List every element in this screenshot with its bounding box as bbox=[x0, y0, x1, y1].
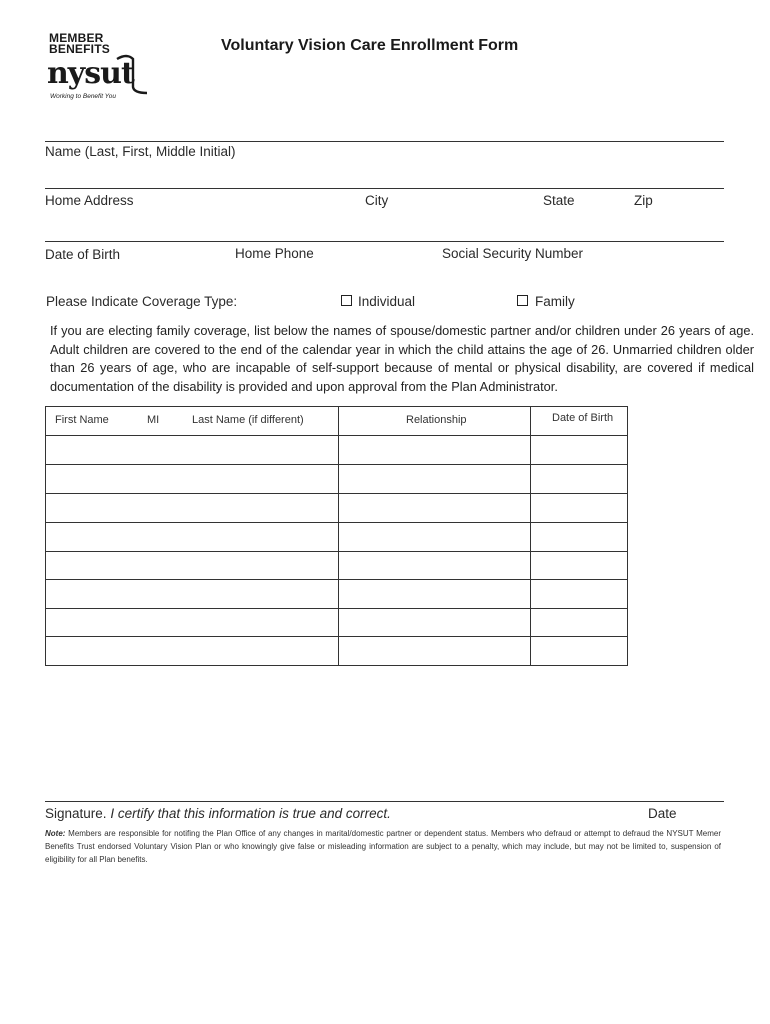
header-date-of-birth: Date of Birth bbox=[552, 412, 614, 424]
address-line bbox=[45, 188, 724, 189]
home-phone-label: Home Phone bbox=[235, 246, 314, 261]
table-row[interactable] bbox=[46, 436, 627, 464]
logo-tagline: Working to Benefit You bbox=[50, 93, 117, 100]
disclaimer-note bbox=[45, 827, 721, 866]
home-address-label: Home Address bbox=[45, 193, 134, 208]
name-line bbox=[45, 141, 724, 142]
dependent-instructions: If you are electing family coverage, list below the names of spouse/domestic partner and/or children under 26 years of age. Adult children are covered to the end of the calendar year in which the child attains the age of 26. Unmarried children older than 26 years of age, who are incapable of self-support because of mental or physical disability, are covered if medical documentation of the disability is provided and upon approval from the Plan Administrator. bbox=[50, 323, 754, 394]
table-row[interactable] bbox=[46, 523, 627, 551]
table-row[interactable] bbox=[46, 637, 627, 665]
dob-label: Date of Birth bbox=[45, 247, 121, 262]
ssn-label: Social Security Number bbox=[442, 246, 584, 261]
header-relationship: Relationship bbox=[406, 414, 467, 426]
name-label: Name (Last, First, Middle Initial) bbox=[45, 144, 236, 159]
date-label: Date bbox=[648, 806, 677, 821]
table-row[interactable] bbox=[46, 609, 627, 636]
signature-label-row bbox=[45, 806, 391, 821]
name-field[interactable] bbox=[45, 160, 724, 186]
form-title: Voluntary Vision Care Enrollment Form bbox=[221, 37, 519, 54]
table-row[interactable] bbox=[46, 552, 627, 579]
table-top-border bbox=[45, 406, 628, 407]
logo-member-text: MEMBER bbox=[49, 31, 104, 45]
dob-line bbox=[45, 241, 724, 242]
zip-label: Zip bbox=[634, 193, 653, 208]
table-right-border bbox=[627, 406, 628, 666]
family-label: Family bbox=[535, 294, 575, 309]
city-label: City bbox=[365, 193, 389, 208]
individual-checkbox[interactable] bbox=[341, 295, 352, 306]
certify-statement: I certify that this information is true and correct. bbox=[110, 806, 391, 821]
individual-label: Individual bbox=[358, 294, 416, 309]
dependents-table bbox=[45, 406, 628, 666]
logo bbox=[47, 33, 157, 103]
logo-nysut-text: nysut bbox=[47, 56, 134, 91]
family-checkbox[interactable] bbox=[517, 295, 528, 306]
home-address-field[interactable] bbox=[45, 210, 724, 240]
header-last-name: Last Name (if different) bbox=[192, 414, 304, 426]
header-first-name: First Name bbox=[55, 414, 109, 426]
table-row[interactable] bbox=[46, 494, 627, 522]
table-bottom-border bbox=[45, 665, 628, 666]
logo-benefits-text: BENEFITS bbox=[49, 42, 110, 56]
coverage-type-label: Please Indicate Coverage Type: bbox=[46, 294, 238, 309]
table-row[interactable] bbox=[46, 580, 627, 608]
signature-label: Signature. bbox=[45, 806, 107, 821]
note-text: Members are responsible for notifing the Plan Office of any changes in marital/domestic partner or dependent status. Members who defraud or attempt to defraud the NYSUT Memer Benefits Trust endorsed Voluntary Vision Plan or who knowingly give false or misleading information are subject to a penalty, which may include, but may not be limited to, suspension of eligibility for all Plan benefits. bbox=[45, 829, 721, 864]
signature-field[interactable] bbox=[45, 770, 724, 800]
note-label: Note: bbox=[45, 829, 66, 838]
table-row[interactable] bbox=[46, 465, 627, 493]
state-label: State bbox=[543, 193, 575, 208]
header-mi: MI bbox=[147, 414, 160, 426]
signature-line bbox=[45, 801, 724, 802]
